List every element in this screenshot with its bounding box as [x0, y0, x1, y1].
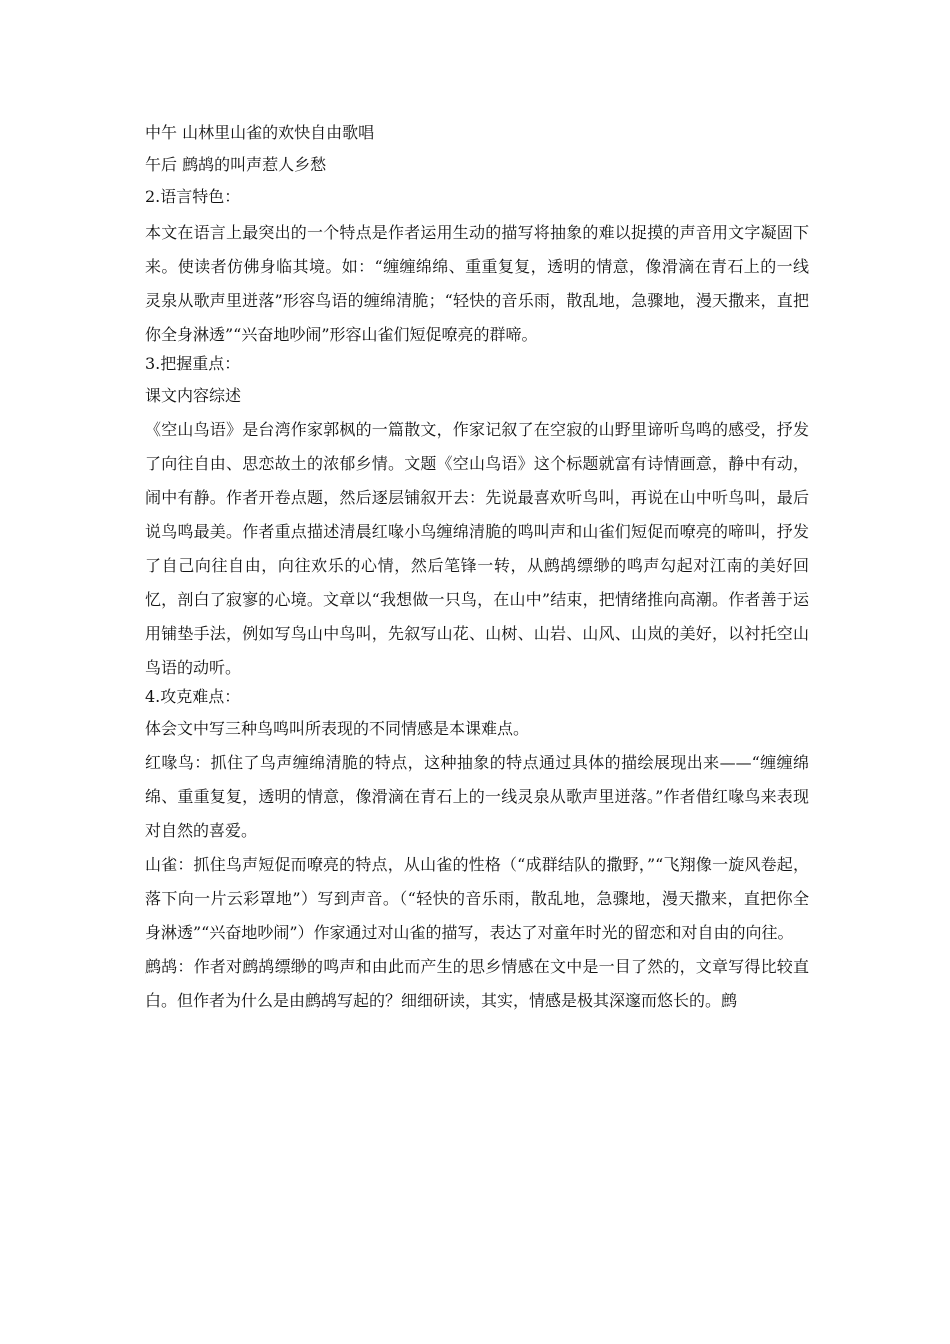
content-summary-heading: 课文内容综述 — [145, 386, 242, 405]
red-beak-bird-paragraph: 红喙鸟：抓住了鸟声缠绵清脆的特点，这种抽象的特点通过具体的描绘展现出来——“缠缠绵绵、重重复复，透明的情意，像滑滴在青石上的一线灵泉从歌声里迸落。”作者借红喙鸟来表现对自然的喜爱。 — [145, 753, 809, 840]
language-paragraph: 本文在语言上最突出的一个特点是作者运用生动的描写将抽象的难以捉摸的声音用文字凝固下来。使读者仿佛身临其境。如：“缠缠绵绵、重重复复，透明的情意，像滑滴在青石上的一线灵泉从歌声里迸落”形容鸟语的缠绵清脆；“轻快的音乐雨，散乱地，急骤地，漫天撒来，直把你全身淋透”“兴奋地吵闹”形容山雀们短促嘹亮的群啼。 — [145, 223, 809, 344]
section-heading-key-points: 3.把握重点： — [145, 354, 241, 373]
tit-paragraph: 山雀：抓住鸟声短促而嘹亮的特点，从山雀的性格（“成群结队的撒野，”“飞翔像一旋风卷起，落下向一片云彩罩地”）写到声音。（“轻快的音乐雨，散乱地，急骤地，漫天撒来，直把你全身淋透”“兴奋地吵闹”）作家通过对山雀的描写，表达了对童年时光的留恋和对自由的向往。 — [145, 855, 809, 942]
partridge-paragraph: 鹧鸪：作者对鹧鸪缥缈的鸣声和由此而产生的思乡情感在文中是一目了然的，文章写得比较直白。但作者为什么是由鹧鸪写起的？细细研读，其实，情感是极其深邃而悠长的。鹧 — [145, 957, 809, 1010]
document-body — [145, 121, 809, 1018]
summary-paragraph: 《空山鸟语》是台湾作家郭枫的一篇散文，作家记叙了在空寂的山野里谛听鸟鸣的感受，抒发了向往自由、思恋故土的浓郁乡情。文题《空山鸟语》这个标题就富有诗情画意，静中有动，闹中有静。作者开卷点题，然后逐层铺叙开去：先说最喜欢听鸟叫，再说在山中听鸟叫，最后说鸟鸣最美。作者重点描述清晨红喙小鸟缠绵清脆的鸣叫声和山雀们短促而嘹亮的啼叫，抒发了自己向往自由，向往欢乐的心情，然后笔锋一转，从鹧鸪缥缈的鸣声勾起对江南的美好回忆，剖白了寂寥的心境。文章以“我想做一只鸟，在山中”结束，把情绪推向高潮。作者善于运用铺垫手法，例如写鸟山中鸟叫，先叙写山花、山树、山岩、山风、山岚的美好，以衬托空山鸟语的动听。 — [145, 420, 809, 677]
section-heading-difficulties: 4.攻克难点： — [145, 687, 241, 706]
noon-line: 中午 山林里山雀的欢快自由歌唱 — [145, 123, 375, 142]
section-heading-language: 2.语言特色： — [145, 187, 241, 206]
afternoon-line: 午后 鹧鸪的叫声惹人乡愁 — [145, 155, 327, 174]
difficulty-intro: 体会文中写三种鸟鸣叫所表现的不同情感是本课难点。 — [145, 719, 530, 738]
